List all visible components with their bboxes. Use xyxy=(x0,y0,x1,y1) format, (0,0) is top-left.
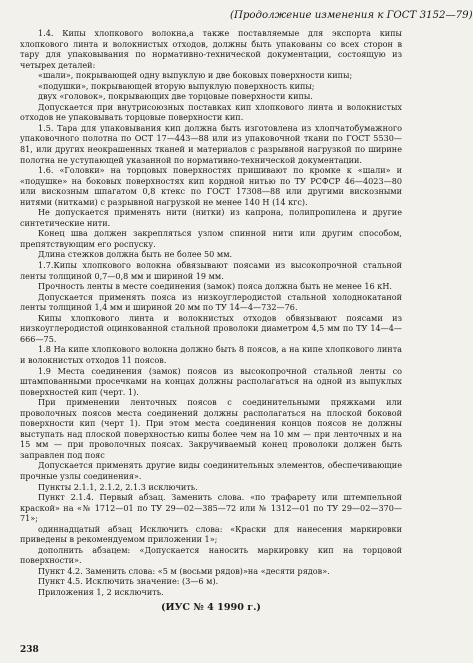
paragraph-p14: Кипы хлопкового линта и волокнистых отходов обвязывают поясами из низкоуглеродистой оцинкованной стальной проволоки диаметром 4,5 мм по ТУ 14—4—666—75. xyxy=(20,312,402,344)
paragraph-p19: Пункты 2.1.1, 2.1.2, 2.1.3 исключить. xyxy=(38,481,198,492)
izv-reference: (ИУС № 4 1990 г.) xyxy=(161,602,261,613)
paragraph-p02: «шали», покрывающей одну выпуклую и две боковых поверхности кипы; xyxy=(38,70,353,81)
paragraph-p23: Пункт 4.2. Заменить слова: «5 м (восьми рядов)»на «десяти рядов». xyxy=(38,565,330,576)
paragraph-p04: двух «головок», покрывающих две торцовые поверхности кипы. xyxy=(38,91,313,102)
paragraph-p01: 1.4. Кипы хлопкового волокна,а также поставляемые для экспорта кипы хлопкового линта и волокнистых отходов, должны быть упакованы со всех сторон в тару для упаковывания по нормативно-технической документации, состоящую из четырех деталей: xyxy=(20,28,402,70)
paragraph-p24: Пункт 4.5. Исключить значение: (3—6 м). xyxy=(38,576,219,587)
paragraph-p09: Конец шва должен закрепляться узлом спинной нити или другим способом, препятствующим его роспуску. xyxy=(20,228,402,249)
paragraph-p25: Приложения 1, 2 исключить. xyxy=(38,586,164,597)
paragraph-p10: Длина стежков должна быть не более 50 мм. xyxy=(38,249,233,260)
paragraph-p12: Прочность ленты в месте соединения (замок) пояса должна быть не менее 16 кН. xyxy=(38,281,392,292)
document-body xyxy=(20,28,402,598)
paragraph-p08: Не допускается применять нити (нитки) из капрона, полипропилена и другие синтетические нити. xyxy=(20,207,402,228)
paragraph-p03: «подушки», покрывающей вторую выпуклую поверхность кипы; xyxy=(38,80,315,91)
paragraph-p21: одиннадцатый абзац Исключить слова: «Краски для нанесения маркировки приведены в рекомендуемом приложении 1»; xyxy=(20,523,402,545)
paragraph-p15: 1.8 На кипе хлопкового волокна должно быть 8 поясов, а на кипе хлопкового линта и волокнистых отходов 11 поясов. xyxy=(20,344,402,365)
paragraph-p11: 1.7.Кипы хлопкового волокна обвязывают поясами из высокопрочной стальной ленты толщиной 0,7—0,8 мм и шириной 19 мм. xyxy=(20,260,402,281)
paragraph-p18: Допускается применять другие виды соединительных элементов, обеспечивающие прочные узлы соединения». xyxy=(20,460,402,481)
paragraph-p07: 1.6. «Головки» на торцовых поверхностях пришивают по кромке к «шали» и «подушке» на боковых поверхностях кип кордной нитью по ТУ РСФСР 46—4023—80 или вискозным шпагатом 0,8 ктекс по ГОСТ 17308—88 или другими вискозными нитями (нитками) с разрывной нагрузкой не менее 140 Н (14 кгс). xyxy=(20,165,402,207)
running-header: (Продолжение изменения к ГОСТ 3152—79) xyxy=(230,10,473,21)
page-number: 238 xyxy=(20,645,39,655)
paragraph-p05: Допускается при внутрисоюзных поставках кип хлопкового линта и волокнистых отходов не упаковывать торцовые поверхности кип. xyxy=(20,101,402,123)
paragraph-p20: Пункт 2.1.4. Первый абзац. Заменить слова. «по трафарету или штемпельной краской» на «№ 1712—01 по ТУ 29—02—385—72 или № 1312—01 по ТУ 29—02—370—71»; xyxy=(20,492,402,524)
paragraph-p13: Допускается применять пояса из низкоуглеродистой стальной холоднокатаной ленты толщиной 1,4 мм и шириной 20 мм по ТУ 14—4—732—76. xyxy=(20,291,402,313)
paragraph-p16: 1.9 Места соединения (замок) поясов из высокопрочной стальной ленты со штампованными просечками на концах должны располагаться на одной из выпуклых поверхностей кип (черт. 1). xyxy=(20,365,402,397)
paragraph-p22: дополнить абзацем: «Допускается наносить маркировку кип на торцовой поверхности». xyxy=(20,544,402,566)
paragraph-p06: 1.5. Тара для упаковывания кип должна быть изготовлена из хлопчатобумажного упаковочного полотна по ОСТ 17—443—88 или из упаковочной ткани по ГОСТ 5530—81, или других неокрашенных тканей и материалов с разрывной нагрузкой по ширине полотна не уступающей указанной по нормативно-технической документации. xyxy=(20,122,402,165)
paragraph-p17: При применении ленточных поясов с соединительными пряжками или проволочных поясов места соединений должны располагаться на плоской боковой поверхности кип (черт 1). При этом места соединения концов поясов не должны выступать над плоской поверхностью кипы более чем на 10 мм — при ленточных и на 15 мм — при проволочных поясах. Закручиваемый конец проволоки должен быть заправлен под пояс xyxy=(20,397,402,460)
